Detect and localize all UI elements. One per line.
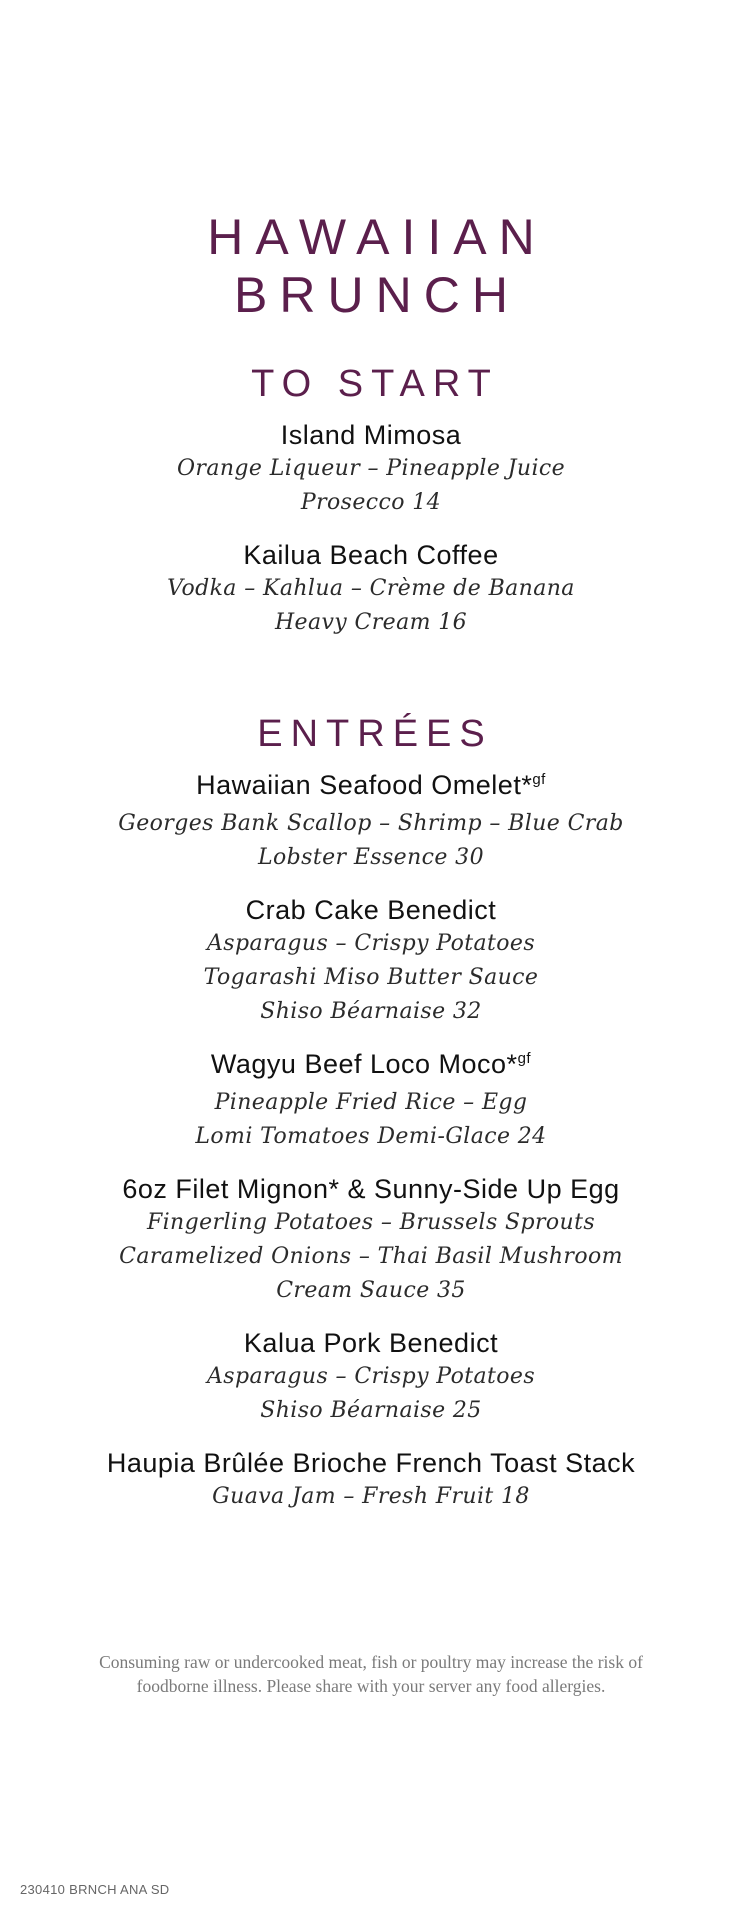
item-description: Orange Liqueur – Pineapple Juice	[176, 456, 566, 481]
menu-item-island-mimosa	[0, 418, 742, 520]
item-description-price: Guava Jam – Fresh Fruit 18	[212, 1484, 530, 1509]
menu-title-line1: HAWAIIAN	[207, 209, 547, 265]
section-entrees	[0, 712, 742, 1514]
item-description: Togarashi Miso Butter Sauce	[203, 965, 539, 990]
item-description-price: Lomi Tomatoes Demi-Glace 24	[195, 1124, 547, 1149]
gluten-free-mark: gf	[517, 1050, 532, 1067]
section-heading-entrees: ENTRÉES	[257, 713, 493, 755]
section-to-start	[0, 362, 742, 640]
menu-item-filet-mignon	[0, 1172, 742, 1308]
item-name: Island Mimosa	[280, 420, 462, 450]
menu-code: 230410 BRNCH ANA SD	[20, 1882, 170, 1897]
item-name: Kailua Beach Coffee	[243, 540, 499, 570]
item-name: Wagyu Beef Loco Moco*	[210, 1049, 518, 1079]
item-name-row	[0, 768, 742, 807]
menu-item-kalua-pork-benedict	[0, 1326, 742, 1428]
item-description-price: Lobster Essence 30	[258, 845, 484, 870]
menu-item-kailua-beach-coffee	[0, 538, 742, 640]
item-description-price: Shiso Béarnaise 25	[260, 1398, 482, 1423]
menu-item-crab-cake-benedict	[0, 893, 742, 1029]
item-name: Haupia Brûlée Brioche French Toast Stack	[106, 1448, 636, 1478]
item-description: Pineapple Fried Rice – Egg	[214, 1090, 528, 1115]
item-name: Kalua Pork Benedict	[243, 1328, 499, 1358]
item-name: 6oz Filet Mignon* & Sunny-Side Up Egg	[122, 1174, 620, 1204]
menu-title	[0, 208, 742, 324]
item-description: Caramelized Onions – Thai Basil Mushroom	[119, 1244, 623, 1269]
gluten-free-mark: gf	[532, 771, 546, 788]
item-description-price: Cream Sauce 35	[276, 1278, 466, 1303]
menu-item-hawaiian-seafood-omelet	[0, 768, 742, 875]
menu-item-wagyu-beef-loco-moco	[0, 1047, 742, 1154]
item-description: Asparagus – Crispy Potatoes	[206, 1364, 536, 1389]
item-description: Vodka – Kahlua – Crème de Banana	[167, 576, 575, 601]
item-description-price: Prosecco 14	[300, 490, 442, 515]
item-description: Asparagus – Crispy Potatoes	[206, 931, 536, 956]
menu-title-line2: BRUNCH	[234, 267, 520, 323]
section-heading-to-start: TO START	[251, 363, 499, 405]
item-name-row	[0, 1047, 742, 1086]
item-description: Georges Bank Scallop – Shrimp – Blue Crab	[118, 811, 624, 836]
menu-item-haupia-brulee-french-toast	[0, 1446, 742, 1514]
item-description-price: Heavy Cream 16	[274, 610, 468, 635]
item-description: Fingerling Potatoes – Brussels Sprouts	[146, 1210, 596, 1235]
item-name: Crab Cake Benedict	[245, 895, 497, 925]
food-safety-disclaimer: Consuming raw or undercooked meat, fish or poultry may increase the risk of foodborne illness. Please share with your server any food allergies.	[99, 1652, 643, 1696]
item-description-price: Shiso Béarnaise 32	[260, 999, 482, 1024]
item-name: Hawaiian Seafood Omelet*	[196, 770, 533, 800]
